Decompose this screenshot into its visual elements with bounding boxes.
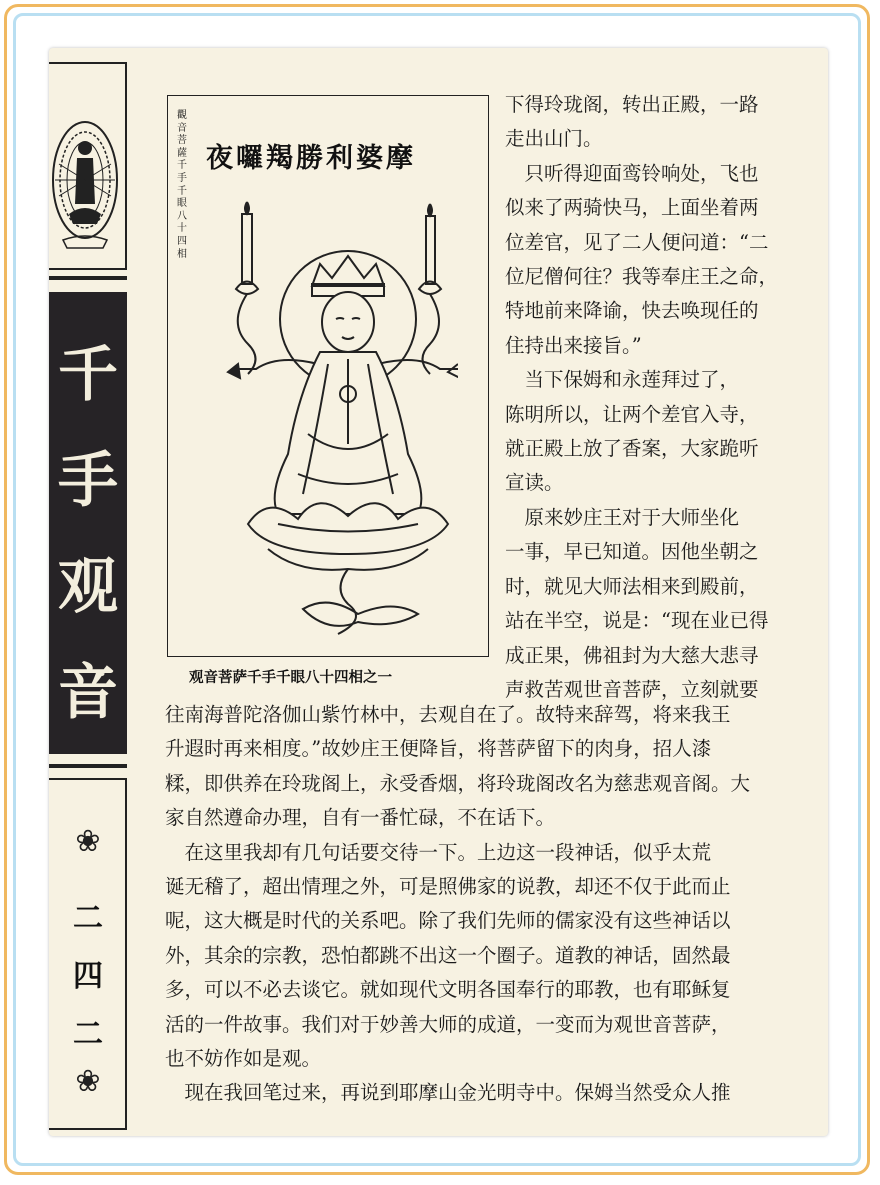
title-char: 观	[58, 552, 118, 622]
text-line: 活的一件故事。我们对于妙善大师的成道，一变而为观世音菩萨，	[165, 1012, 731, 1036]
text-line: 陈明所以，让两个差官入寺，	[505, 402, 759, 426]
text-line: 位尼僧何往？我等奉庄王之命，	[505, 265, 779, 289]
sidebar-pagenum-box	[49, 778, 127, 1130]
book-page	[49, 48, 828, 1136]
text-line: 诞无稽了，超出情理之外，可是照佛家的说教，却还不仅于此而止	[165, 875, 731, 899]
text-line: 似来了两骑快马，上面坐着两	[505, 196, 759, 220]
text-line: 当下保姆和永莲拜过了，	[505, 368, 740, 392]
text-line: 糅，即供养在玲珑阁上，永受香烟，将玲珑阁改名为慈悲观音阁。大	[165, 771, 751, 795]
guanyin-emblem-icon	[49, 64, 125, 268]
text-line: 就正殿上放了香案，大家跪听	[505, 437, 759, 461]
sidebar-title-band	[49, 292, 127, 754]
text-line: 家自然遵命办理，自有一番忙碌，不在话下。	[165, 806, 556, 830]
text-line: 特地前来降谕，快去唤现任的	[505, 299, 759, 323]
full-width-text	[165, 698, 750, 1111]
sidebar-divider	[49, 276, 127, 280]
text-line: 下得玲珑阁，转出正殿，一路	[505, 93, 759, 116]
text-line: 只听得迎面鸾铃响处，飞也	[505, 161, 759, 185]
text-line: 宣读。	[505, 471, 564, 495]
guanyin-illustration	[167, 95, 489, 657]
right-column-text	[505, 88, 778, 707]
text-line: 原来妙庄王对于大师坐化	[505, 505, 740, 529]
text-line: 外，其余的宗教，恐怕都跳不出这一个圈子。道教的神话，固然最	[165, 943, 731, 967]
text-line: 站在半空，说是：“现在业已得	[505, 609, 769, 633]
text-line: 呢，这大概是时代的关系吧。除了我们先师的儒家没有这些神话以	[165, 909, 731, 933]
page-number-char: 四	[73, 959, 103, 994]
guanyin-figure-icon	[208, 194, 458, 644]
sidebar-divider	[49, 764, 127, 768]
sidebar-emblem-box	[49, 62, 127, 270]
title-char: 音	[58, 658, 118, 728]
illustration-caption: 观音菩萨千手千眼八十四相之一	[189, 670, 392, 686]
text-line: 一事，早已知道。因他坐朝之	[505, 540, 759, 564]
flower-icon: ❀	[75, 1064, 101, 1099]
text-line: 在这里我却有几句话要交待一下。上边这一段神话，似乎太荒	[165, 840, 712, 864]
page-number-char: 二	[73, 901, 103, 936]
text-line: 也不妨作如是观。	[165, 1047, 322, 1071]
flower-icon: ❀	[75, 824, 101, 859]
illustration-side-text: 觀音菩薩千手千眼八十四相	[177, 110, 187, 260]
illustration-title: 夜囉羯勝利婆摩	[206, 143, 416, 174]
text-line: 时，就见大师法相来到殿前，	[505, 574, 759, 598]
text-line: 声救苦观世音菩萨，立刻就要	[505, 677, 759, 701]
text-line: 成正果，佛祖封为大慈大悲寻	[505, 643, 759, 667]
text-line: 现在我回笔过来，再说到耶摩山金光明寺中。保姆当然受众人推	[165, 1081, 731, 1105]
book-title-vertical	[49, 322, 127, 746]
title-char: 手	[58, 446, 118, 516]
page-number-vertical	[49, 890, 127, 1064]
text-line: 往南海普陀洛伽山紫竹林中，去观自在了。故特来辞驾，将来我王	[165, 703, 731, 726]
text-line: 位差官，见了二人便问道：“二	[505, 230, 769, 254]
text-line: 升遐时再来相度。”故妙庄王便降旨，将菩萨留下的肉身，招人漆	[165, 737, 712, 761]
text-line: 走出山门。	[505, 127, 603, 151]
text-line: 住持出来接旨。”	[505, 333, 642, 357]
title-char: 千	[58, 340, 118, 410]
text-line: 多，可以不必去谈它。就如现代文明各国奉行的耶教，也有耶稣复	[165, 978, 731, 1002]
page-number-char: 二	[73, 1017, 103, 1052]
